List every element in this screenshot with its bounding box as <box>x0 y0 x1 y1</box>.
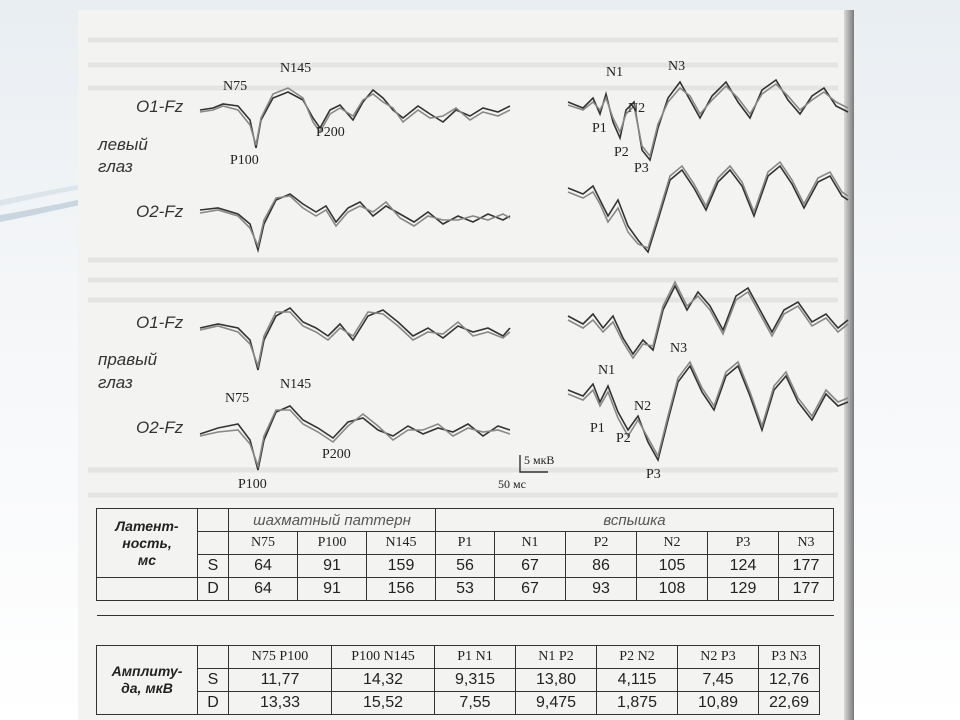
trace-flash-left-o1-b <box>568 84 848 156</box>
peak-p200-top: P200 <box>316 125 345 140</box>
table-cell: 9,475 <box>516 692 597 715</box>
peak-n75-bottom: N75 <box>225 391 250 406</box>
table-cell: P100 N145 <box>332 646 435 669</box>
table-cell: P2 <box>566 532 637 555</box>
peak-n3-top: N3 <box>668 59 686 74</box>
table-cell: P1 N1 <box>435 646 516 669</box>
flash-traces <box>568 80 848 460</box>
table-cell: P3 <box>708 532 779 555</box>
table-cell: S <box>198 555 229 578</box>
right-eye-o1-label: O1-Fz <box>136 313 184 332</box>
table-row <box>97 669 820 692</box>
table-cell: 15,52 <box>332 692 435 715</box>
scale-time-label: 50 мс <box>498 477 526 491</box>
table-cell: P100 <box>298 532 367 555</box>
table-cell: 7,45 <box>678 669 759 692</box>
peak-p100-bottom: P100 <box>238 477 267 492</box>
peak-p100-top: P100 <box>230 153 259 168</box>
trace-left-o1-a <box>200 90 510 148</box>
table-cell: 11,77 <box>229 669 332 692</box>
table-cell: 64 <box>229 578 298 601</box>
table-cell: N2 <box>637 532 708 555</box>
table-cell: N3 <box>779 532 834 555</box>
peak-n3-bottom: N3 <box>670 341 688 356</box>
peak-n1-bottom: N1 <box>598 363 616 378</box>
table-cell: 67 <box>495 555 566 578</box>
table-cell: P1 <box>436 532 495 555</box>
amplitude-label-line2: да, мкВ <box>121 680 173 696</box>
table-cell: 12,76 <box>759 669 820 692</box>
trace-right-o1-b <box>200 312 510 366</box>
peak-n2-top: N2 <box>628 101 646 116</box>
peak-p2-top: P2 <box>614 145 629 160</box>
table-cell: S <box>198 669 229 692</box>
latency-label-line3: мс <box>137 551 157 568</box>
group-flash-header: вспышка <box>436 509 834 532</box>
table-cell: 1,875 <box>597 692 678 715</box>
table-row <box>97 555 834 578</box>
peak-n2-bottom: N2 <box>634 399 652 414</box>
trace-flash-left-o1-a <box>568 80 848 160</box>
trace-left-o2-a <box>200 194 510 250</box>
table-cell: 105 <box>637 555 708 578</box>
table-row <box>97 692 820 715</box>
table-cell: D <box>198 692 229 715</box>
table-cell: 124 <box>708 555 779 578</box>
table-cell: N2 P3 <box>678 646 759 669</box>
peak-p1-top: P1 <box>592 121 607 136</box>
right-eye-o2-label: O2-Fz <box>136 418 184 437</box>
peak-n145-top: N145 <box>280 61 312 76</box>
trace-right-o2-b <box>200 410 510 466</box>
table-cell: 91 <box>298 555 367 578</box>
vep-waveforms <box>78 10 854 510</box>
latency-label-line2: ность, <box>122 534 172 551</box>
trace-flash-right-o1-a <box>568 286 848 354</box>
table-cell: 177 <box>779 555 834 578</box>
table-cell: D <box>198 578 229 601</box>
group-pattern-header: шахматный паттерн <box>229 509 436 532</box>
table-cell: N75 P100 <box>229 646 332 669</box>
left-eye-label-line2: глаз <box>98 157 133 176</box>
table-cell: N145 <box>367 532 436 555</box>
peak-n145-bottom: N145 <box>280 377 312 392</box>
table-cell: P2 N2 <box>597 646 678 669</box>
right-eye-label-line1: правый <box>98 350 158 369</box>
table-cell: 108 <box>637 578 708 601</box>
table-cell: 4,115 <box>597 669 678 692</box>
table-cell: 86 <box>566 555 637 578</box>
table-cell: N1 P2 <box>516 646 597 669</box>
table-cell: 156 <box>367 578 436 601</box>
amplitude-row-label <box>97 646 198 715</box>
trace-right-o2-a <box>200 406 510 470</box>
peak-p200-bottom: P200 <box>322 447 351 462</box>
table-cell: N75 <box>229 532 298 555</box>
table-cell: 93 <box>566 578 637 601</box>
table-cell: 67 <box>495 578 566 601</box>
table-cell: 91 <box>298 578 367 601</box>
table-cell: 64 <box>229 555 298 578</box>
table-cell: P3 N3 <box>759 646 820 669</box>
peak-p1-bottom: P1 <box>590 421 605 436</box>
table-cell: 7,55 <box>435 692 516 715</box>
left-eye-label-line1: левый <box>98 135 148 154</box>
right-eye-label-line2: глаз <box>98 373 133 392</box>
table-gap-row <box>97 601 834 616</box>
latency-header-row <box>97 532 834 555</box>
trace-right-o1-a <box>200 308 510 370</box>
latency-row-label <box>97 509 198 578</box>
scale-voltage-label: 5 мкВ <box>524 453 555 467</box>
left-eye-o1-label: O1-Fz <box>136 97 184 116</box>
table-cell: N1 <box>495 532 566 555</box>
peak-n75-top: N75 <box>223 79 248 94</box>
latency-label-line1: Латент- <box>115 517 179 534</box>
table-cell: 53 <box>436 578 495 601</box>
table-cell: 10,89 <box>678 692 759 715</box>
table-cell: 159 <box>367 555 436 578</box>
peak-n1-top: N1 <box>606 65 624 80</box>
scanned-figure <box>78 10 854 720</box>
trace-flash-right-o2-a <box>568 366 848 460</box>
table-cell: 14,32 <box>332 669 435 692</box>
table-cell: 22,69 <box>759 692 820 715</box>
peak-p3-top: P3 <box>634 161 649 176</box>
table-cell: 177 <box>779 578 834 601</box>
left-eye-o2-label: O2-Fz <box>136 202 184 221</box>
table-cell: 9,315 <box>435 669 516 692</box>
peak-p2-bottom: P2 <box>616 431 631 446</box>
peak-p3-bottom: P3 <box>646 467 661 482</box>
table-cell: 56 <box>436 555 495 578</box>
amplitude-header-row <box>97 646 820 669</box>
table-row <box>97 578 834 601</box>
table-cell: 129 <box>708 578 779 601</box>
amplitude-label-line1: Амплиту- <box>111 663 183 679</box>
amplitude-table <box>96 645 820 715</box>
table-cell: 13,33 <box>229 692 332 715</box>
table-cell: 13,80 <box>516 669 597 692</box>
table-group-header-row <box>97 509 834 532</box>
vep-table <box>96 508 834 616</box>
trace-flash-left-o2-a <box>568 166 848 252</box>
